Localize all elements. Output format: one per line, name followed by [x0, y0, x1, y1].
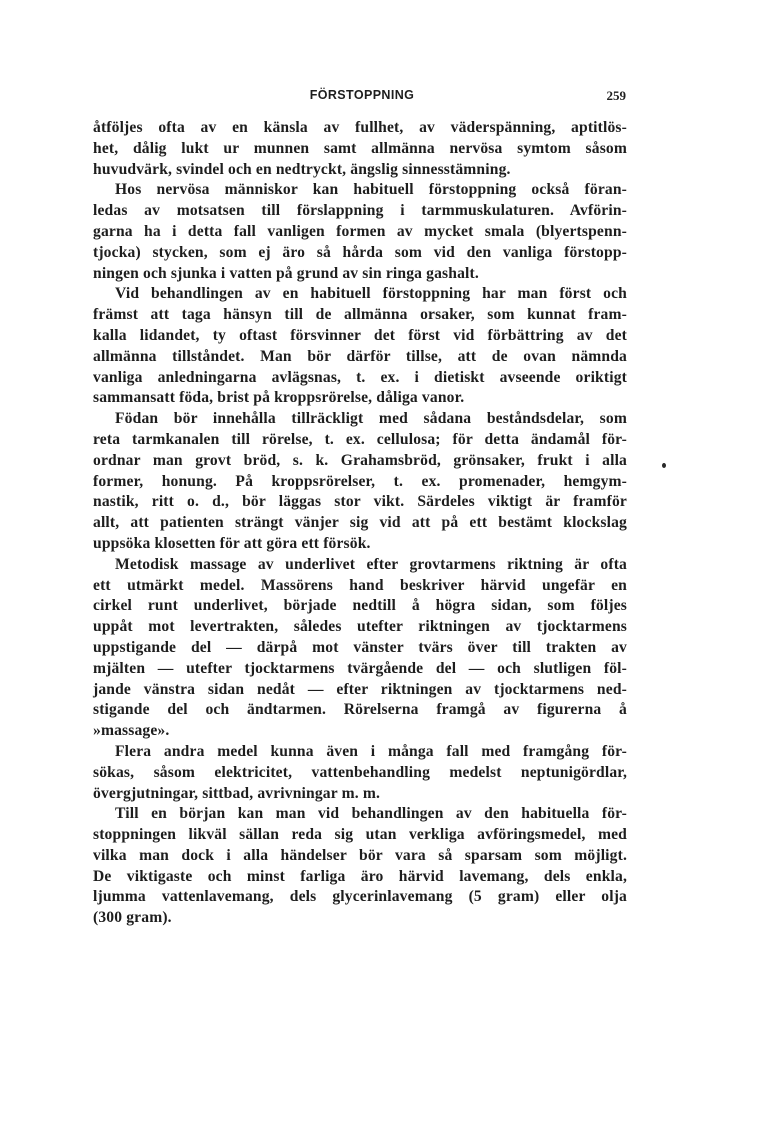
print-speck [662, 463, 666, 468]
text-line: övergjutningar, sittbad, avrivningar m. m. [93, 784, 381, 802]
text-line: uppstigande del — därpå mot vänster tvärs över till trakten av [93, 638, 627, 656]
text-line: cirkel runt underlivet, började nedtill å högra sidan, som följes [93, 597, 627, 615]
page-header [93, 88, 631, 108]
text-line: »massage». [93, 722, 170, 740]
body-text [93, 118, 627, 929]
text-line: mjälten — utefter tjocktarmens tvärgående del — och slutligen föl- [93, 659, 627, 677]
text-line: ledas av motsatsen till förslappning i tarmmuskulaturen. Avförin- [93, 202, 627, 220]
text-line: (300 gram). [93, 909, 172, 927]
text-line: åtföljes ofta av en känsla av fullhet, av väderspänning, aptitlös- [93, 119, 627, 136]
text-line: Till en början kan man vid behandlingen av den habituella för- [115, 805, 627, 823]
text-line: ningen och sjunka i vatten på grund av sin ringa gashalt. [93, 264, 479, 282]
text-line: främst att taga hänsyn till de allmänna orsaker, som kunnat fram- [93, 306, 627, 324]
text-line: stigande del och ändtarmen. Rörelserna framgå av figurerna å [93, 701, 627, 719]
text-line: Metodisk massage av underlivet efter grovtarmens riktning är ofta [115, 555, 627, 573]
text-line: ordnar man grovt bröd, s. k. Grahamsbröd, grönsaker, frukt i alla [93, 451, 627, 469]
text-line: nastik, ritt o. d., bör läggas stor vikt. Särdeles viktigt är framför [93, 493, 627, 511]
running-title: FÖRSTOPPNING [309, 88, 415, 102]
text-line: kalla lidandet, ty oftast försvinner det först vid förbättring av det [93, 326, 627, 344]
text-line: Flera andra medel kunna även i många fall med framgång för- [115, 742, 627, 760]
text-line: huvudvärk, svindel och en nedtryckt, ängslig sinnesstämning. [93, 160, 511, 178]
text-line: Hos nervösa människor kan habituell förstoppning också föran- [115, 181, 627, 199]
text-line: vilka man dock i alla händelser bör vara så sparsam som möjligt. [93, 846, 627, 864]
text-line: uppsöka klosetten för att göra ett försök. [93, 534, 371, 552]
text-line: allmänna tillståndet. Man bör därför tillse, att de ovan nämnda [93, 347, 627, 365]
text-line: reta tarmkanalen till rörelse, t. ex. cellulosa; för detta ändamål för- [93, 430, 627, 448]
text-line: sökas, såsom elektricitet, vattenbehandling medelst neptunigördlar, [93, 763, 627, 781]
text-line: De viktigaste och minst farliga äro härvid lavemang, dels enkla, [93, 867, 627, 885]
text-line: Vid behandlingen av en habituell förstoppning har man först och [115, 285, 627, 303]
text-line: vanliga anledningarna avlägsnas, t. ex. i dietiskt avseende oriktigt [93, 368, 627, 386]
text-line: ett utmärkt medel. Massörens hand beskriver härvid ungefär en [93, 576, 627, 594]
text-line: garna ha i detta fall vanligen formen av mycket smala (blyertspenn- [93, 222, 627, 240]
text-line: sammansatt föda, brist på kroppsrörelse, dåliga vanor. [93, 389, 465, 407]
page-number: 259 [606, 88, 626, 103]
text-line: stoppningen likväl sällan reda sig utan verkliga avföringsmedel, med [93, 826, 627, 844]
text-line: ljumma vattenlavemang, dels glycerinlavemang (5 gram) eller olja [93, 888, 627, 906]
text-line: jande vänstra sidan nedåt — efter riktningen av tjocktarmens ned- [93, 680, 627, 698]
text-line: Födan bör innehålla tillräckligt med sådana beståndsdelar, som [115, 410, 627, 428]
text-line: tjocka) stycken, som ej äro så hårda som vid den vanliga förstopp- [93, 243, 627, 261]
text-line: het, dålig lukt ur munnen samt allmänna nervösa symtom såsom [93, 139, 627, 157]
text-line: allt, att patienten strängt vänjer sig vid att på ett bestämt klockslag [93, 514, 627, 532]
text-line: uppåt mot levertrakten, således utefter riktningen av tjocktarmens [93, 618, 627, 636]
text-line: former, honung. På kroppsrörelser, t. ex. promenader, hemgym- [93, 472, 627, 490]
